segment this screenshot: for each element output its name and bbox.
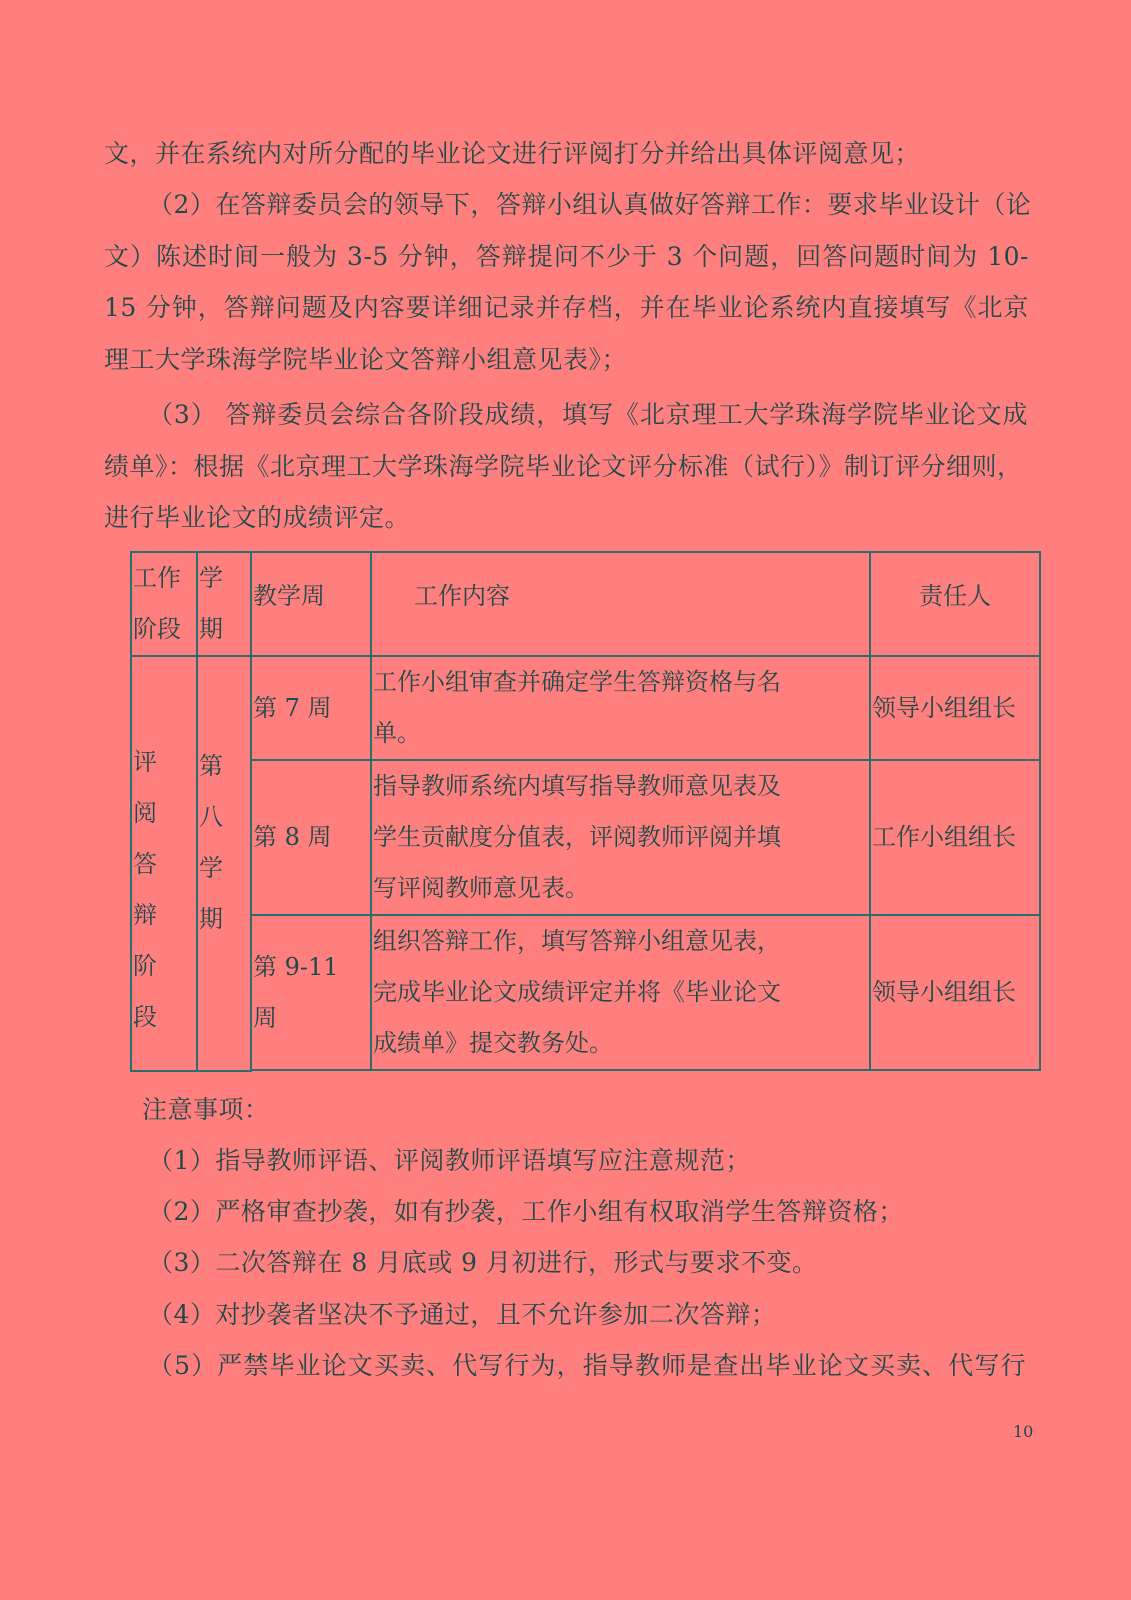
week-cell: 第 9-11 周 (251, 915, 371, 1070)
paragraph-line: （3） 答辩委员会综合各阶段成绩，填写《北京理工大学珠海学院毕业论文成 (148, 400, 1028, 429)
paragraph-line: 理工大学珠海学院毕业论文答辩小组意见表》； (104, 345, 628, 374)
header-week: 教学周 (251, 552, 371, 656)
stage-cell: 评 阅 答 辩 阶 段 (131, 656, 197, 1071)
paragraph-line: 文）陈述时间一般为 3-5 分钟，答辩提问不少于 3 个问题，回答问题时间为 10- (104, 242, 1029, 271)
schedule-table (130, 551, 1041, 1072)
owner-cell: 领导小组组长 (870, 915, 1040, 1070)
week-cell: 第 8 周 (251, 760, 371, 915)
content-cell: 工作小组审查并确定学生答辩资格与名 单。 (371, 656, 870, 760)
note-item: （5）严禁毕业论文买卖、代写行为，指导教师是查出毕业论文买卖、代写行 (148, 1351, 1026, 1380)
content-cell: 组织答辩工作，填写答辩小组意见表， 完成毕业论文成绩评定并将《毕业论文 成绩单》提交教务处。 (371, 915, 870, 1070)
table-row (131, 915, 1040, 1070)
term-cell: 第 八 学 期 (197, 656, 251, 1071)
note-item: （3）二次答辩在 8 月底或 9 月初进行，形式与要求不变。 (148, 1248, 818, 1277)
table-header-row (131, 552, 1040, 656)
paragraph-line: 进行毕业论文的成绩评定。 (104, 503, 411, 532)
header-stage: 工作 阶段 (131, 552, 197, 656)
table-row (131, 656, 1040, 760)
note-item: （1）指导教师评语、评阅教师评语填写应注意规范； (148, 1146, 751, 1175)
content-cell: 指导教师系统内填写指导教师意见表及 学生贡献度分值表，评阅教师评阅并填 写评阅教师意见表。 (371, 760, 870, 915)
header-content: 工作内容 (371, 552, 870, 656)
paragraph-line: 文，并在系统内对所分配的毕业论文进行评阅打分并给出具体评阅意见； (104, 139, 921, 168)
paragraph-line: 15 分钟，答辩问题及内容要详细记录并存档，并在毕业论系统内直接填写《北京 (104, 293, 1029, 322)
paragraph-line: （2）在答辩委员会的领导下，答辩小组认真做好答辩工作：要求毕业设计（论 (148, 190, 1032, 219)
table-row (131, 760, 1040, 915)
notes-title: 注意事项： (142, 1095, 270, 1124)
note-item: （4）对抄袭者坚决不予通过，且不允许参加二次答辩； (148, 1300, 777, 1329)
owner-cell: 领导小组组长 (870, 656, 1040, 760)
week-cell: 第 7 周 (251, 656, 371, 760)
note-item: （2）严格审查抄袭，如有抄袭，工作小组有权取消学生答辩资格； (148, 1197, 904, 1226)
paragraph-line: 绩单》：根据《北京理工大学珠海学院毕业论文评分标准（试行）》制订评分细则， (104, 452, 1023, 481)
owner-cell: 工作小组组长 (870, 760, 1040, 915)
header-term: 学 期 (197, 552, 251, 656)
page-number: 10 (1013, 1422, 1034, 1441)
header-owner: 责任人 (870, 552, 1040, 656)
